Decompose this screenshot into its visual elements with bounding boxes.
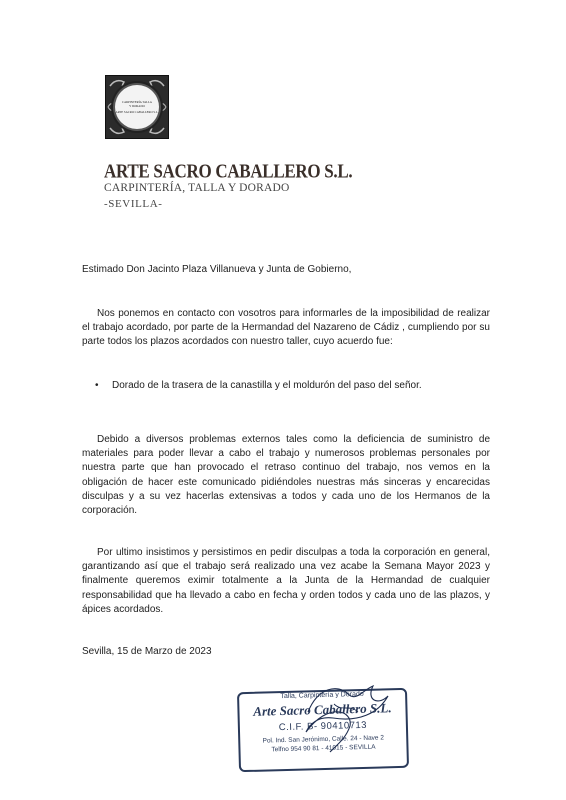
signature-icon: [238, 682, 406, 770]
company-logo: [105, 75, 169, 139]
bullet-icon: •: [95, 380, 99, 391]
stamp-line-5: Telfno 954 90 81 - 41015 - SEVILLA: [271, 743, 376, 754]
letter-paragraph-3: Por ultimo insistimos y persistimos en pedir disculpas a toda la corporación en general, garantizando así que el trabajo será realizado una vez acabe la Semana Mayor 2023 y finalmente queremos eximir totalmente a la Junta de la Hermandad de cualquier responsabilidad que ha llevado a cabo en fecha y orden todos y cada uno de las plazos, y ápices acordados.: [82, 547, 490, 615]
company-name: ARTE SACRO CABALLERO S.L.: [104, 160, 353, 182]
stamp-line-3: C.I.F. B- 90410713: [278, 719, 368, 734]
bullet-text: Dorado de la trasera de la canastilla y el moldurón del paso del señor.: [112, 380, 422, 391]
company-stamp: [238, 682, 406, 770]
stamp-line-4: Pol. Ind. San Jerónimo, Calle. 24 - Nave 2: [262, 734, 385, 745]
letter-paragraph-2: Debido a diversos problemas externos tales como la deficiencia de suministro de materiales para poder llevar a cabo el trabajo y numerosos problemas personales por nuestra parte que han provocado el retraso continuo del trabajo, nos vemos en la obligación de hacer este comunicado pidiéndoles nuestras más sinceras y encarecidas disculpas y a su vez hacerlas extensivas a todos y cada uno de los Hermanos de la corporación.: [82, 434, 490, 517]
letter-paragraph-1: Nos ponemos en contacto con vosotros para informarles de la imposibilidad de realizar el trabajo acordado, por parte de la Hermandad del Nazareno de Cádiz , cumpliendo por su parte todos los plazos acordados con nuestro taller, cuyo acuerdo fue:: [82, 308, 490, 348]
logo-text-line: Y DORADO: [129, 104, 145, 108]
company-city: -SEVILLA-: [104, 198, 163, 210]
letter-signoff: Sevilla, 15 de Marzo de 2023: [82, 646, 212, 657]
letter-greeting: Estimado Don Jacinto Plaza Villanueva y Junta de Gobierno,: [82, 264, 352, 275]
stamp-line-1: Talla, Carpintería y Dorado: [280, 690, 364, 701]
company-tagline: CARPINTERÍA, TALLA Y DORADO: [104, 182, 290, 194]
logo-text-line: ARTE SACRO CABALLERO S.L.: [115, 110, 159, 114]
logo-text-line: CARPINTERÍA TALLA: [122, 100, 152, 104]
stamp-line-2: Arte Sacro Caballero S.L.: [253, 700, 392, 719]
